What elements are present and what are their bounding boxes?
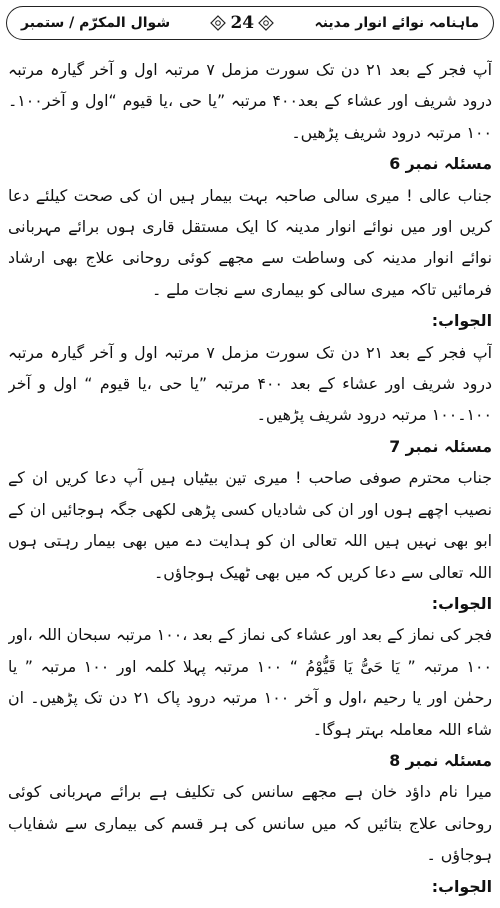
question-text: جناب محترم صوفی صاحب ! میری تین بیٹیاں ہیں آپ دعا کریں ان کے نصیب اچھے ہوں اور ان کی شادیاں کسی پڑھی لکھی جگہ ہوجائیں ان کے ابو بھی نہیں ہیں اللہ تعالی ان کو ہدایت دے میں بھی بیمار رہتی ہوں اللہ تعالی سے دعا کریں کہ میں بھی ٹھیک ہوجاؤں۔ [8,468,492,582]
ornament-icon [210,15,226,31]
page-header [6,6,494,40]
issue-date: شوال المکرّم / ستمبر [21,15,171,31]
page-number-group [210,13,274,33]
question-heading: مسئلہ نمبر 6 [389,154,492,174]
question-heading: مسئلہ نمبر 8 [389,750,492,770]
answer-label: الجواب: [431,593,492,613]
answer-text: فجر کی نماز کے بعد اور عشاء کی نماز کے بعد ،۱۰۰ مرتبہ سبحان اللہ ،اور ۱۰۰ مرتبہ ” یَا حَیُّ یَا قَیُّوْمُ “ ۱۰۰ مرتبہ پہلا کلمہ اور ۱۰۰ مرتبہ ” یا رحمٰن اور یا رحیم ،اول و آخر ۱۰۰ مرتبہ درود پاک ۲۱ دن تک پڑھیں۔ ان شاء اللہ معاملہ بہتر ہوگا۔ [8,625,492,739]
question-text: جناب عالی ! میری سالی صاحبہ بہت بیمار ہیں ان کی صحت کیلئے دعا کریں اور میں نوائے انوار مدینہ کا ایک مستقل قاری ہوں برائے مہربانی نوائے انوار مدینہ کی وساطت سے مجھے کوئی روحانی علاج بھی ارشاد فرمائیں تاکہ میری سالی کو بیماری سے نجات ملے ۔ [8,185,492,299]
answer-text: آپ فجر کے بعد ۲۱ دن تک سورت مزمل ۷ مرتبہ اول و آخر گیارہ مرتبہ درود شریف اور عشاء کے بعد ۴۰۰ مرتبہ ”یا حی ،یا قیوم “ اول و آخر ۱۰۰۔۱۰۰ مرتبہ درود شریف پڑھیں۔ [8,342,492,425]
article-body [8,54,492,904]
answer-text: آپ فجر کے بعد ۲۱ دن تک سورت مزمل ۷ مرتبہ اول و آخر گیارہ مرتبہ درود شریف اور عشاء کے بعد۴۰۰ مرتبہ ”یا حی ،یا قیوم “اول و آخر۱۰۰۔۱۰۰ مرتبہ درود شریف پڑھیں۔ [8,60,492,142]
page-number: 24 [230,13,255,33]
question-heading: مسئلہ نمبر 7 [389,436,492,456]
answer-label: الجواب: [431,876,492,896]
ornament-icon [258,15,274,31]
magazine-title: ماہنامہ نوائے انوار مدینہ [314,15,479,31]
question-text: میرا نام داؤد خان ہے مجھے سانس کی تکلیف ہے برائے مہربانی کوئی روحانی علاج بتائیں کہ میں سانس کی ہر قسم کی بیماری سے شفایاب ہوجاؤں ۔ [8,782,492,865]
answer-label: الجواب: [431,311,492,331]
